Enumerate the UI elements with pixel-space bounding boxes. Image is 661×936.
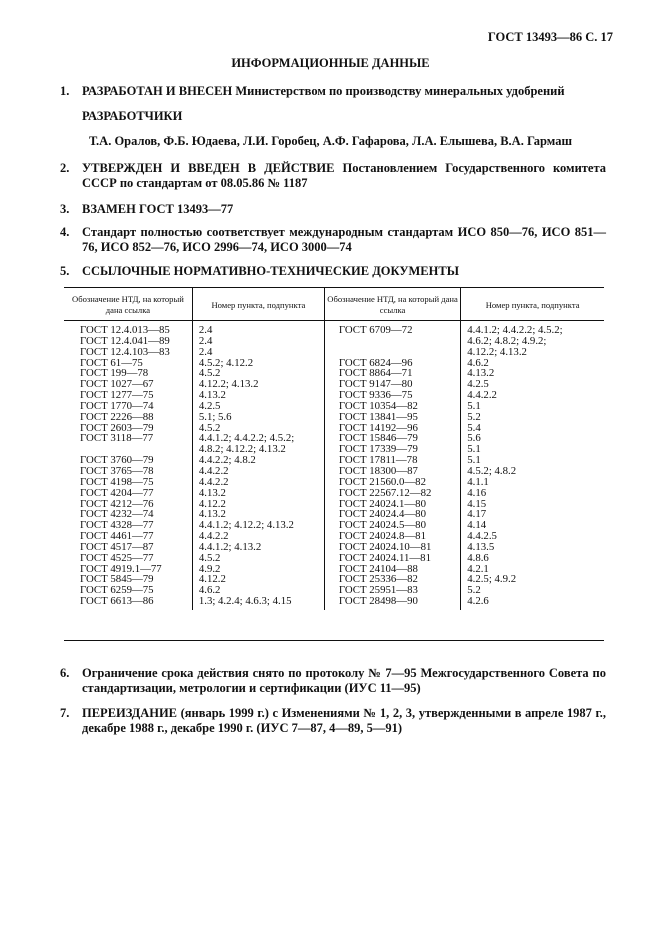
cell-ntd-right — [324, 336, 460, 347]
cell-clause-left: 2.4 — [192, 321, 324, 336]
section-title: ИНФОРМАЦИОННЫЕ ДАННЫЕ — [231, 56, 430, 70]
cell-ntd-right — [324, 347, 460, 358]
cell-ntd-right: ГОСТ 22567.12—82 — [324, 488, 460, 499]
cell-clause-right: 4.4.1.2; 4.4.2.2; 4.5.2; — [461, 321, 604, 336]
cell-ntd-right: ГОСТ 24024.1—80 — [324, 499, 460, 510]
item-6 — [60, 666, 606, 696]
cell-clause-left: 4.8.2; 4.12.2; 4.13.2 — [192, 444, 324, 455]
item-1 — [60, 84, 606, 99]
cell-ntd-left: ГОСТ 4232—74 — [80, 508, 154, 521]
cell-clause-left: 2.4 — [192, 336, 324, 347]
cell-clause-left: 4.13.2 — [192, 509, 324, 520]
cell-ntd-left: ГОСТ 2226—88 — [80, 410, 154, 423]
cell-clause-right: 4.2.6 — [461, 596, 604, 610]
references-table — [64, 287, 604, 610]
table-bottom-border — [64, 640, 604, 641]
cell-ntd-left: ГОСТ 12.4.103—83 — [80, 345, 170, 358]
item-1-lead: РАЗРАБОТАН И ВНЕСЕН — [82, 84, 233, 98]
cell-ntd-left: ГОСТ 4212—76 — [80, 497, 154, 510]
cell-ntd-left: ГОСТ 12.4.041—89 — [80, 334, 170, 347]
cell-clause-right: 4.2.1 — [461, 564, 604, 575]
cell-clause-left: 4.5.2; 4.12.2 — [192, 358, 324, 369]
col-header-clause-left: Номер пункта, подпункта — [192, 288, 324, 321]
cell-clause-right: 4.1.1 — [461, 477, 604, 488]
developers-heading: РАЗРАБОТЧИКИ — [82, 109, 183, 123]
cell-ntd-left: ГОСТ 1027—67 — [80, 378, 154, 391]
col-header-ntd-right: Обозначение НТД, на который дана ссылка — [324, 288, 460, 321]
item-3-text: ВЗАМЕН ГОСТ 13493—77 — [82, 202, 234, 216]
cell-clause-left: 4.4.2.2 — [192, 477, 324, 488]
cell-clause-left: 4.5.2 — [192, 368, 324, 379]
cell-ntd-right: ГОСТ 17339—79 — [324, 444, 460, 455]
cell-ntd-right: ГОСТ 24024.5—80 — [324, 520, 460, 531]
cell-ntd-right: ГОСТ 24024.11—81 — [324, 553, 460, 564]
cell-clause-right: 5.1 — [461, 455, 604, 466]
cell-ntd-right: ГОСТ 9147—80 — [324, 379, 460, 390]
cell-ntd-right: ГОСТ 24024.4—80 — [324, 509, 460, 520]
cell-clause-right: 4.14 — [461, 520, 604, 531]
item-1-text: Министерством по производству минеральных удобрений — [232, 84, 565, 98]
cell-ntd-right: ГОСТ 21560.0—82 — [324, 477, 460, 488]
cell-ntd-left: ГОСТ 4328—77 — [80, 519, 154, 532]
cell-clause-right: 5.6 — [461, 433, 604, 444]
cell-ntd-right: ГОСТ 25336—82 — [324, 574, 460, 585]
cell-clause-right: 4.13.2 — [461, 368, 604, 379]
cell-ntd-left: ГОСТ 1277—75 — [80, 389, 154, 402]
item-4-number: 4. — [60, 225, 70, 239]
cell-clause-right: 4.6.2 — [461, 358, 604, 369]
cell-clause-left: 4.2.5 — [192, 401, 324, 412]
cell-clause-left: 4.5.2 — [192, 553, 324, 564]
item-7-number: 7. — [60, 706, 70, 720]
cell-ntd-left: ГОСТ 4517—87 — [80, 540, 154, 553]
cell-clause-left: 4.6.2 — [192, 585, 324, 596]
item-5-text: ССЫЛОЧНЫЕ НОРМАТИВНО-ТЕХНИЧЕСКИЕ ДОКУМЕНТЫ — [82, 264, 459, 278]
cell-ntd-right: ГОСТ 6709—72 — [324, 321, 460, 336]
item-4 — [60, 225, 606, 255]
page-header-code: ГОСТ 13493—86 С. 17 — [487, 30, 613, 44]
developers-names: Т.А. Оралов, Ф.Б. Юдаева, Л.И. Горобец, А.Ф. Гафарова, Л.А. Елышева, В.А. Гармаш — [88, 134, 573, 148]
cell-ntd-right: ГОСТ 8864—71 — [324, 368, 460, 379]
table-row — [64, 433, 604, 444]
cell-ntd-right: ГОСТ 24024.10—81 — [324, 542, 460, 553]
cell-clause-left: 2.4 — [192, 347, 324, 358]
item-2-number: 2. — [60, 161, 70, 175]
item-3-number: 3. — [60, 202, 70, 216]
cell-ntd-left: ГОСТ 199—78 — [80, 367, 149, 380]
item-7 — [60, 706, 606, 736]
cell-ntd-right: ГОСТ 18300—87 — [324, 466, 460, 477]
cell-clause-right: 4.4.2.5 — [461, 531, 604, 542]
cell-clause-right: 4.17 — [461, 509, 604, 520]
cell-ntd-left: ГОСТ 4919.1—77 — [80, 562, 162, 575]
cell-ntd-right: ГОСТ 9336—75 — [324, 390, 460, 401]
item-7-text: (январь 1999 г.) с Изменениями № 1, 2, 3, утвержденными в апреле 1987 г., декабре 1988 г., декабре 1990 г. (ИУС 7—87, 4—89, 5—91) — [82, 706, 606, 735]
cell-clause-right: 4.6.2; 4.8.2; 4.9.2; — [461, 336, 604, 347]
item-5 — [60, 264, 606, 279]
cell-ntd-right: ГОСТ 25951—83 — [324, 585, 460, 596]
cell-ntd-left: ГОСТ 6613—86 — [80, 595, 154, 608]
item-1-number: 1. — [60, 84, 70, 98]
cell-clause-right: 4.2.5; 4.9.2 — [461, 574, 604, 585]
cell-clause-right: 5.2 — [461, 585, 604, 596]
cell-ntd-right: ГОСТ 15846—79 — [324, 433, 460, 444]
cell-clause-left: 4.12.2 — [192, 574, 324, 585]
cell-ntd-left: ГОСТ 2603—79 — [80, 421, 154, 434]
cell-ntd-left: ГОСТ 5845—79 — [80, 573, 154, 586]
cell-ntd-left: ГОСТ 12.4.013—85 — [80, 324, 170, 336]
col-header-clause-right: Номер пункта, подпункта — [461, 288, 604, 321]
cell-clause-left: 4.4.2.2 — [192, 531, 324, 542]
cell-clause-left: 4.13.2 — [192, 488, 324, 499]
cell-clause-right: 5.4 — [461, 423, 604, 434]
cell-clause-left: 1.3; 4.2.4; 4.6.3; 4.15 — [192, 596, 324, 610]
cell-clause-left: 4.9.2 — [192, 564, 324, 575]
item-2-lead: УТВЕРЖДЕН И ВВЕДЕН В ДЕЙСТВИЕ — [82, 161, 335, 175]
cell-ntd-left: ГОСТ 4525—77 — [80, 551, 154, 564]
cell-ntd-left: ГОСТ 1770—74 — [80, 399, 154, 412]
cell-clause-right: 4.8.6 — [461, 553, 604, 564]
cell-clause-left: 4.4.2.2 — [192, 466, 324, 477]
item-6-number: 6. — [60, 666, 70, 680]
cell-ntd-left: ГОСТ 6259—75 — [80, 584, 154, 597]
cell-clause-right: 4.4.2.2 — [461, 390, 604, 401]
cell-ntd-left: ГОСТ 3765—78 — [80, 464, 154, 477]
cell-clause-right: 4.16 — [461, 488, 604, 499]
table-row — [64, 412, 604, 423]
cell-clause-right: 4.13.5 — [461, 542, 604, 553]
cell-clause-right: 5.1 — [461, 444, 604, 455]
col-header-ntd-left: Обозначение НТД, на который дана ссылка — [64, 288, 192, 321]
table-row — [64, 488, 604, 499]
cell-clause-left: 4.4.1.2; 4.13.2 — [192, 542, 324, 553]
cell-ntd-right: ГОСТ 13841—95 — [324, 412, 460, 423]
item-7-lead: ПЕРЕИЗДАНИЕ — [82, 706, 178, 720]
cell-clause-right: 4.12.2; 4.13.2 — [461, 347, 604, 358]
table-row — [64, 347, 604, 358]
cell-ntd-right: ГОСТ 10354—82 — [324, 401, 460, 412]
cell-clause-right: 4.5.2; 4.8.2 — [461, 466, 604, 477]
item-3 — [60, 202, 606, 217]
table-row — [64, 321, 604, 336]
cell-clause-left: 4.12.2 — [192, 499, 324, 510]
cell-clause-left: 4.13.2 — [192, 390, 324, 401]
cell-ntd-left: ГОСТ 4461—77 — [80, 530, 154, 543]
table-row — [64, 596, 604, 610]
cell-ntd-left: ГОСТ 3118—77 — [80, 432, 154, 445]
cell-ntd-right: ГОСТ 6824—96 — [324, 358, 460, 369]
cell-clause-right: 4.2.5 — [461, 379, 604, 390]
cell-ntd-left: ГОСТ 4204—77 — [80, 486, 154, 499]
table-row — [64, 553, 604, 564]
cell-ntd-left: ГОСТ 3760—79 — [80, 454, 154, 467]
cell-ntd-left: ГОСТ 61—75 — [80, 356, 143, 369]
cell-ntd-right: ГОСТ 17811—78 — [324, 455, 460, 466]
cell-clause-left: 4.4.1.2; 4.4.2.2; 4.5.2; — [192, 433, 324, 444]
cell-ntd-left: ГОСТ 4198—75 — [80, 475, 154, 488]
item-5-number: 5. — [60, 264, 70, 278]
item-2 — [60, 161, 606, 191]
cell-clause-right: 5.1 — [461, 401, 604, 412]
cell-clause-left: 4.4.1.2; 4.12.2; 4.13.2 — [192, 520, 324, 531]
cell-clause-left: 4.5.2 — [192, 423, 324, 434]
cell-ntd-right: ГОСТ 24024.8—81 — [324, 531, 460, 542]
table-header-row — [64, 288, 604, 321]
cell-clause-left: 4.12.2; 4.13.2 — [192, 379, 324, 390]
cell-ntd-right: ГОСТ 14192—96 — [324, 423, 460, 434]
item-4-text: Стандарт полностью соответствует международным стандартам ИСО 850—76, ИСО 851—76, ИСО 852—76, ИСО 2996—74, ИСО 3000—74 — [82, 225, 606, 254]
cell-clause-right: 4.15 — [461, 499, 604, 510]
cell-ntd-right: ГОСТ 28498—90 — [324, 596, 460, 610]
cell-clause-left: 5.1; 5.6 — [192, 412, 324, 423]
cell-clause-right: 5.2 — [461, 412, 604, 423]
item-2-text: Постановлением Государственного комитета СССР по стандартам от 08.05.86 № 1187 — [82, 161, 606, 190]
item-6-text: Ограничение срока действия снято по протоколу № 7—95 Межгосударственного Совета по стандартизации, метрологии и сертификации (ИУС 11—95) — [82, 666, 606, 695]
cell-clause-left: 4.4.2.2; 4.8.2 — [192, 455, 324, 466]
cell-ntd-right: ГОСТ 24104—88 — [324, 564, 460, 575]
